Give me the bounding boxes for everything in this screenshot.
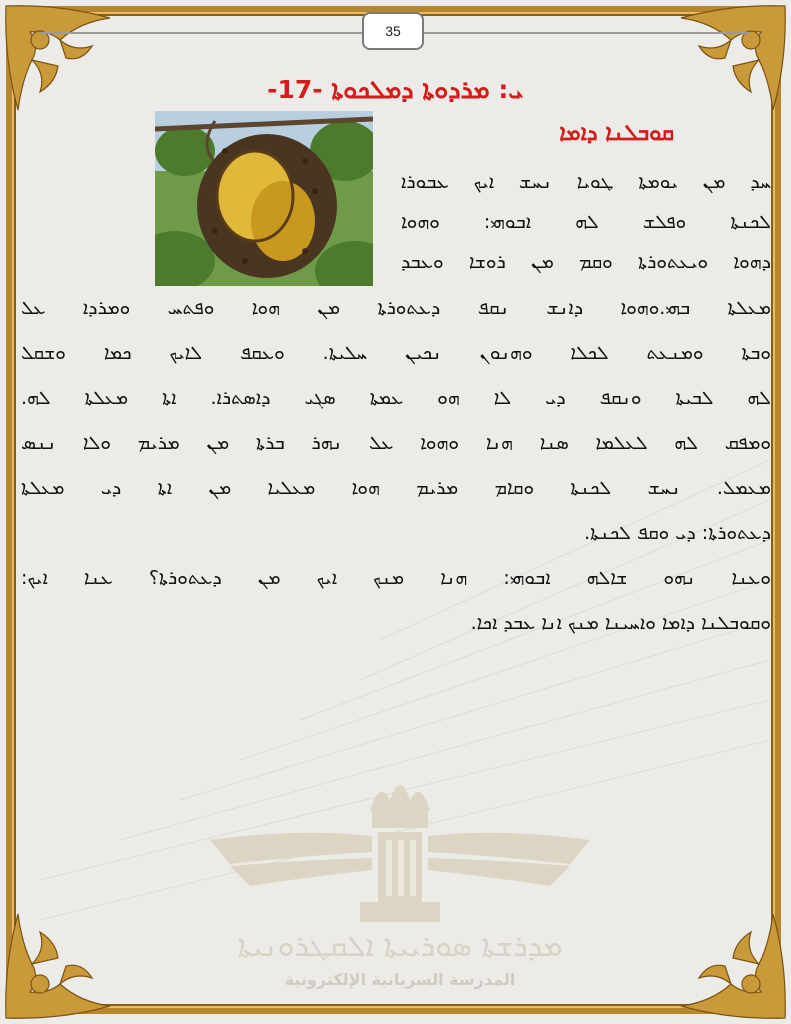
text-line: ܠܗ ܠܒܝܬܐ ܘܢܩܦ ܕܝ ܠܐ ܗܘ ܥܡܬܐ ܣܓܝ ܕܐܣܬܪܐ. ܐܬܐ ܡܥܠܬܐ ܠܗ.	[21, 387, 771, 409]
lesson-title: ܝ: ܡܪܕܘܬܐ ܕܡܠܟܘܬܐ -17-	[267, 75, 523, 104]
text-line: ܠܟܢܬܐ ܘܦܠܫ ܠܗ ܐܒܘܗܝ: ܘܗܘܐ	[401, 211, 771, 233]
corner-ornament-icon	[661, 894, 791, 1024]
watermark-arabic-text: المدرسة السريانية الإلكترونية	[284, 970, 516, 989]
text-line: ܡܥܡܠ. ܢܚܫ ܠܟܢܬܐ ܘܩܐܡ ܡܪܝܡ ܗܘܐ ܡܥܠܝܐ ܡܢ ܐܬܐ ܕܝ ܡܥܠܬܐ	[21, 477, 771, 499]
text-line: ܚܕ ܡܢ ܝܘܡܬܐ ܛܘܝܐ ܢܚܫ ܐܝܟ ܥܒܘܪܐ	[401, 171, 771, 193]
text-line: ܘܡܦܩ ܠܗ ܠܥܠܡܐ ܣܢܐ ܗܢܐ ܘܗܘܐ ܥܠ ܢܗܪ ܒܪܬܐ ܡܢ ܡܪܝܡ ܘܠܐ ܢܢܣ	[21, 432, 771, 454]
text-line: ܕܥܬܘܪܬܐ: ܕܝ ܘܩܦ ܠܟܢܬܐ.	[584, 522, 771, 544]
text-line: ܡܥܠܬܐ ܒܗܝ.ܘܗܘܐ ܕܐܢܫ ܢܩܦ ܕܥܬܘܪܬܐ ܡܢ ܗܘܐ ܘܦܬܚ ܘܡܪܕܐ ܥܠ	[21, 297, 771, 319]
beehive-photo	[155, 111, 373, 286]
watermark-syriac-text: ܡܕܪܫܬܐ ܣܘܪܝܝܬܐ ܐܠܩܛܪܘܢܝܬܐ	[237, 929, 563, 964]
text-line: ܘܥܢܐ ܢܗܘ ܫܐܠܗ ܐܒܘܗܝ: ܗܢܐ ܡܢܟ ܐܝܟ ܡܢ ܕܥܬܘܪܬܐ؟ ܥܢܐ ܐܝܟ:	[21, 567, 771, 589]
section-subtitle: ܩܘܒܠܢܐ ܕܐܡܐ	[559, 121, 674, 146]
page-number: 35	[362, 12, 424, 50]
corner-ornament-icon	[661, 0, 791, 130]
corner-ornament-icon	[0, 894, 130, 1024]
text-line: ܕܗܘܐ ܘܝܥܬܘܪܬܐ ܘܩܡ ܡܢ ܪܘܫܐ ܘܥܒܕ	[401, 251, 771, 273]
text-line: ܘܒܬܐ ܘܡܢܥܬ ܠܟܠܐ ܘܗܢܘܢ ܢܟܝܢ ܚܠܝܬܐ. ܘܥܩܦ ܠܐܝܟ ܟܡܐ ܘܫܩܠ	[21, 342, 771, 364]
corner-ornament-icon	[0, 0, 130, 130]
text-line: ܘܩܘܒܠܢܐ ܕܐܡܐ ܘܐܚܝܢܐ ܡܢܟ ܐܢܐ ܥܒܕ ܐܟܐ.	[470, 612, 771, 634]
